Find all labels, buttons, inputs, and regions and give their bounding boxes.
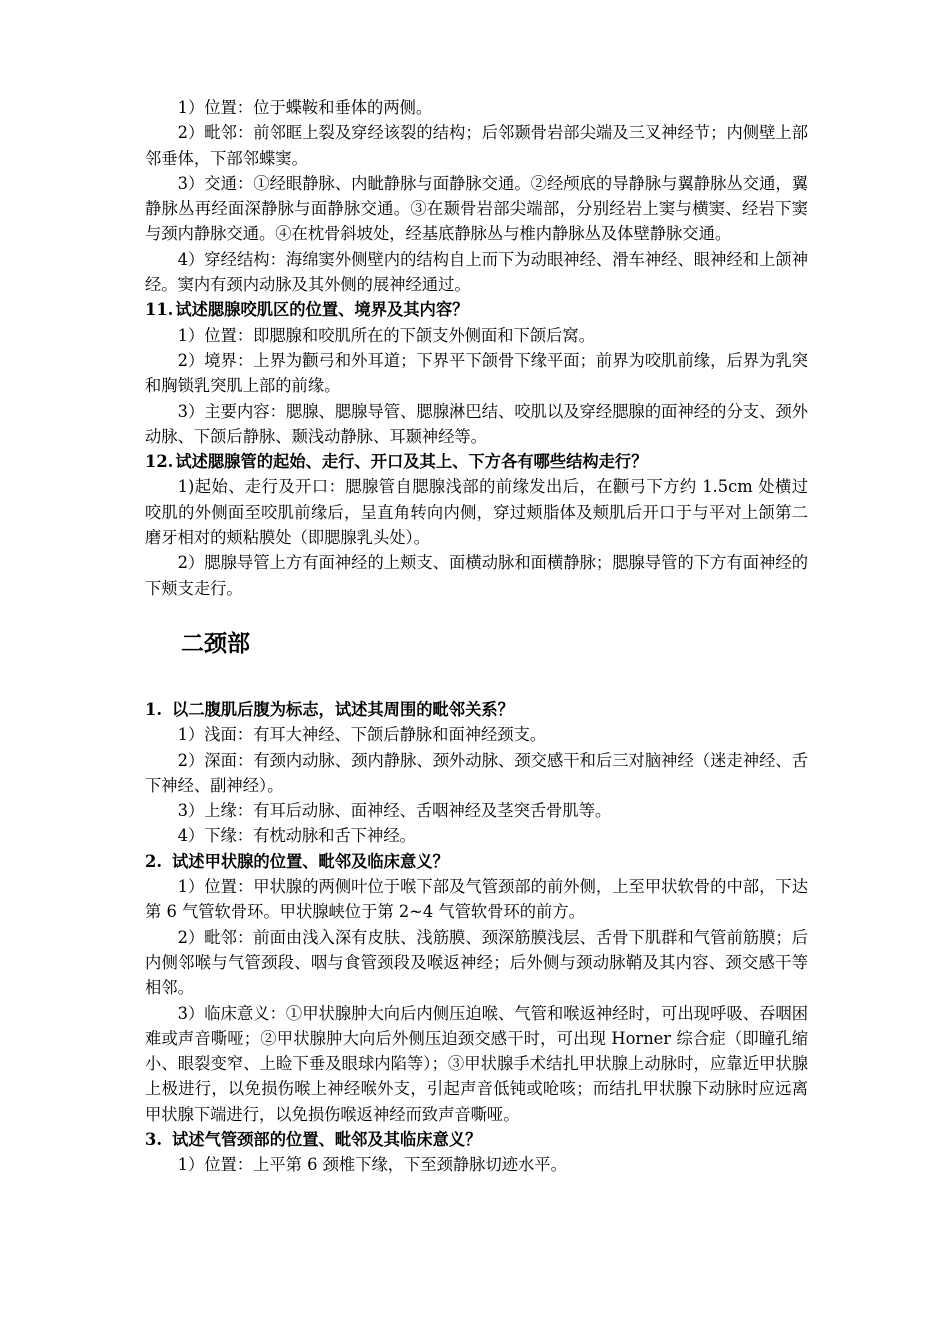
section-heading: 二颈部 — [181, 630, 250, 657]
n1-answer-3: 3）上缘：有耳后动脉、面神经、舌咽神经及茎突舌骨肌等。 — [177, 801, 612, 821]
n2-answer-2: 2）毗邻：前面由浅入深有皮肤、浅筋膜、颈深筋膜浅层、舌骨下肌群和气管前筋膜；后内侧邻喉与气管颈段、咽与食管颈段及喉返神经；后外侧与颈动脉鞘及其内容、颈交感干等相邻。 — [145, 927, 808, 998]
question-2 — [145, 849, 808, 874]
question-title: 试述气管颈部的位置、毗邻及其临床意义？ — [172, 1129, 482, 1149]
n2-answer-3: 3）临床意义：①甲状腺肿大向后内侧压迫喉、气管和喉返神经时，可出现呼吸、吞咽困难或声音嘶哑；②甲状腺肿大向后外侧压迫颈交感干时，可出现 Horner 综合症（即瞳孔缩小、眼裂变窄、上睑下垂及眼球内陷等）；③甲状腺手术结扎甲状腺上动脉时，应靠近甲状腺上极进行，以免损伤喉上神经喉外支，引起声音低钝或呛咳；而结扎甲状腺下动脉时应远离甲状腺下端进行，以免损伤喉返神经而致声音嘶哑。 — [145, 1003, 808, 1124]
q11-answer-2: 2）境界：上界为颧弓和外耳道；下界平下颌骨下缘平面；前界为咬肌前缘，后界为乳突和胸锁乳突肌上部的前缘。 — [145, 350, 808, 396]
q11-answer-3: 3）主要内容：腮腺、腮腺导管、腮腺淋巴结、咬肌以及穿经腮腺的面神经的分支、颈外动脉、下颌后静脉、颞浅动静脉、耳颞神经等。 — [145, 401, 808, 446]
cavernous-sinus-communication: 3）交通：①经眼静脉、内眦静脉与面静脉交通。②经颅底的导静脉与翼静脉丛交通，翼静脉丛再经面深静脉与面静脉交通。③在颞骨岩部尖端部，分别经岩上窦与横窦、经岩下窦与颈内静脉交通。④在枕骨斜坡处，经基底静脉丛与椎内静脉丛及体壁静脉交通。 — [145, 173, 808, 244]
question-title: 以二腹肌后腹为标志，试述其周围的毗邻关系？ — [172, 699, 514, 719]
page-content — [145, 95, 808, 1178]
question-title: 试述甲状腺的位置、毗邻及临床意义？ — [172, 851, 449, 871]
question-number: 11. — [145, 300, 174, 320]
question-title: 试述腮腺咬肌区的位置、境界及其内容？ — [175, 300, 469, 320]
n2-answer-1: 1）位置：甲状腺的两侧叶位于喉下部及气管颈部的前外侧，上至甲状软骨的中部，下达第 6 气管软骨环。甲状腺峡位于第 2~4 气管软骨环的前方。 — [145, 877, 808, 922]
question-number: 3. — [145, 1129, 162, 1149]
q12-answer-1: 1)起始、走行及开口：腮腺管自腮腺浅部的前缘发出后，在颧弓下方约 1.5cm 处横过咬肌的外侧面至咬肌前缘后，呈直角转向内侧，穿过颊脂体及颊肌后开口于与平对上颌第二磨牙相对的颊粘膜处（即腮腺乳头处）。 — [145, 477, 808, 548]
question-number: 2. — [145, 851, 162, 871]
question-title: 试述腮腺管的起始、走行、开口及其上、下方各有哪些结构走行？ — [175, 452, 648, 472]
cavernous-sinus-structures: 4）穿经结构：海绵窦外侧壁内的结构自上而下为动眼神经、滑车神经、眼神经和上颌神经。窦内有颈内动脉及其外侧的展神经通过。 — [145, 249, 808, 295]
cavernous-sinus-position: 1）位置：位于蝶鞍和垂体的两侧。 — [177, 98, 433, 117]
question-number: 12. — [145, 452, 174, 472]
cavernous-sinus-adjacency: 2）毗邻：前邻眶上裂及穿经该裂的结构；后邻颞骨岩部尖端及三叉神经节；内侧壁上部邻垂体，下部邻蝶窦。 — [145, 123, 808, 168]
question-number: 1. — [145, 699, 162, 719]
question-11 — [145, 297, 808, 322]
question-1 — [145, 697, 808, 722]
n1-answer-4: 4）下缘：有枕动脉和舌下神经。 — [177, 826, 416, 846]
q11-answer-1: 1）位置：即腮腺和咬肌所在的下颌支外侧面和下颌后窝。 — [177, 325, 595, 345]
n1-answer-2: 2）深面：有颈内动脉、颈内静脉、颈外动脉、颈交感干和后三对脑神经（迷走神经、舌下神经、副神经）。 — [145, 750, 808, 795]
question-12 — [145, 449, 808, 474]
n3-answer-1: 1）位置：上平第 6 颈椎下缘，下至颈静脉切迹水平。 — [177, 1155, 567, 1175]
n1-answer-1: 1）浅面：有耳大神经、下颌后静脉和面神经颈支。 — [177, 725, 547, 745]
q12-answer-2: 2）腮腺导管上方有面神经的上颊支、面横动脉和面横静脉；腮腺导管的下方有面神经的下颊支走行。 — [145, 553, 808, 598]
question-3 — [145, 1127, 808, 1152]
